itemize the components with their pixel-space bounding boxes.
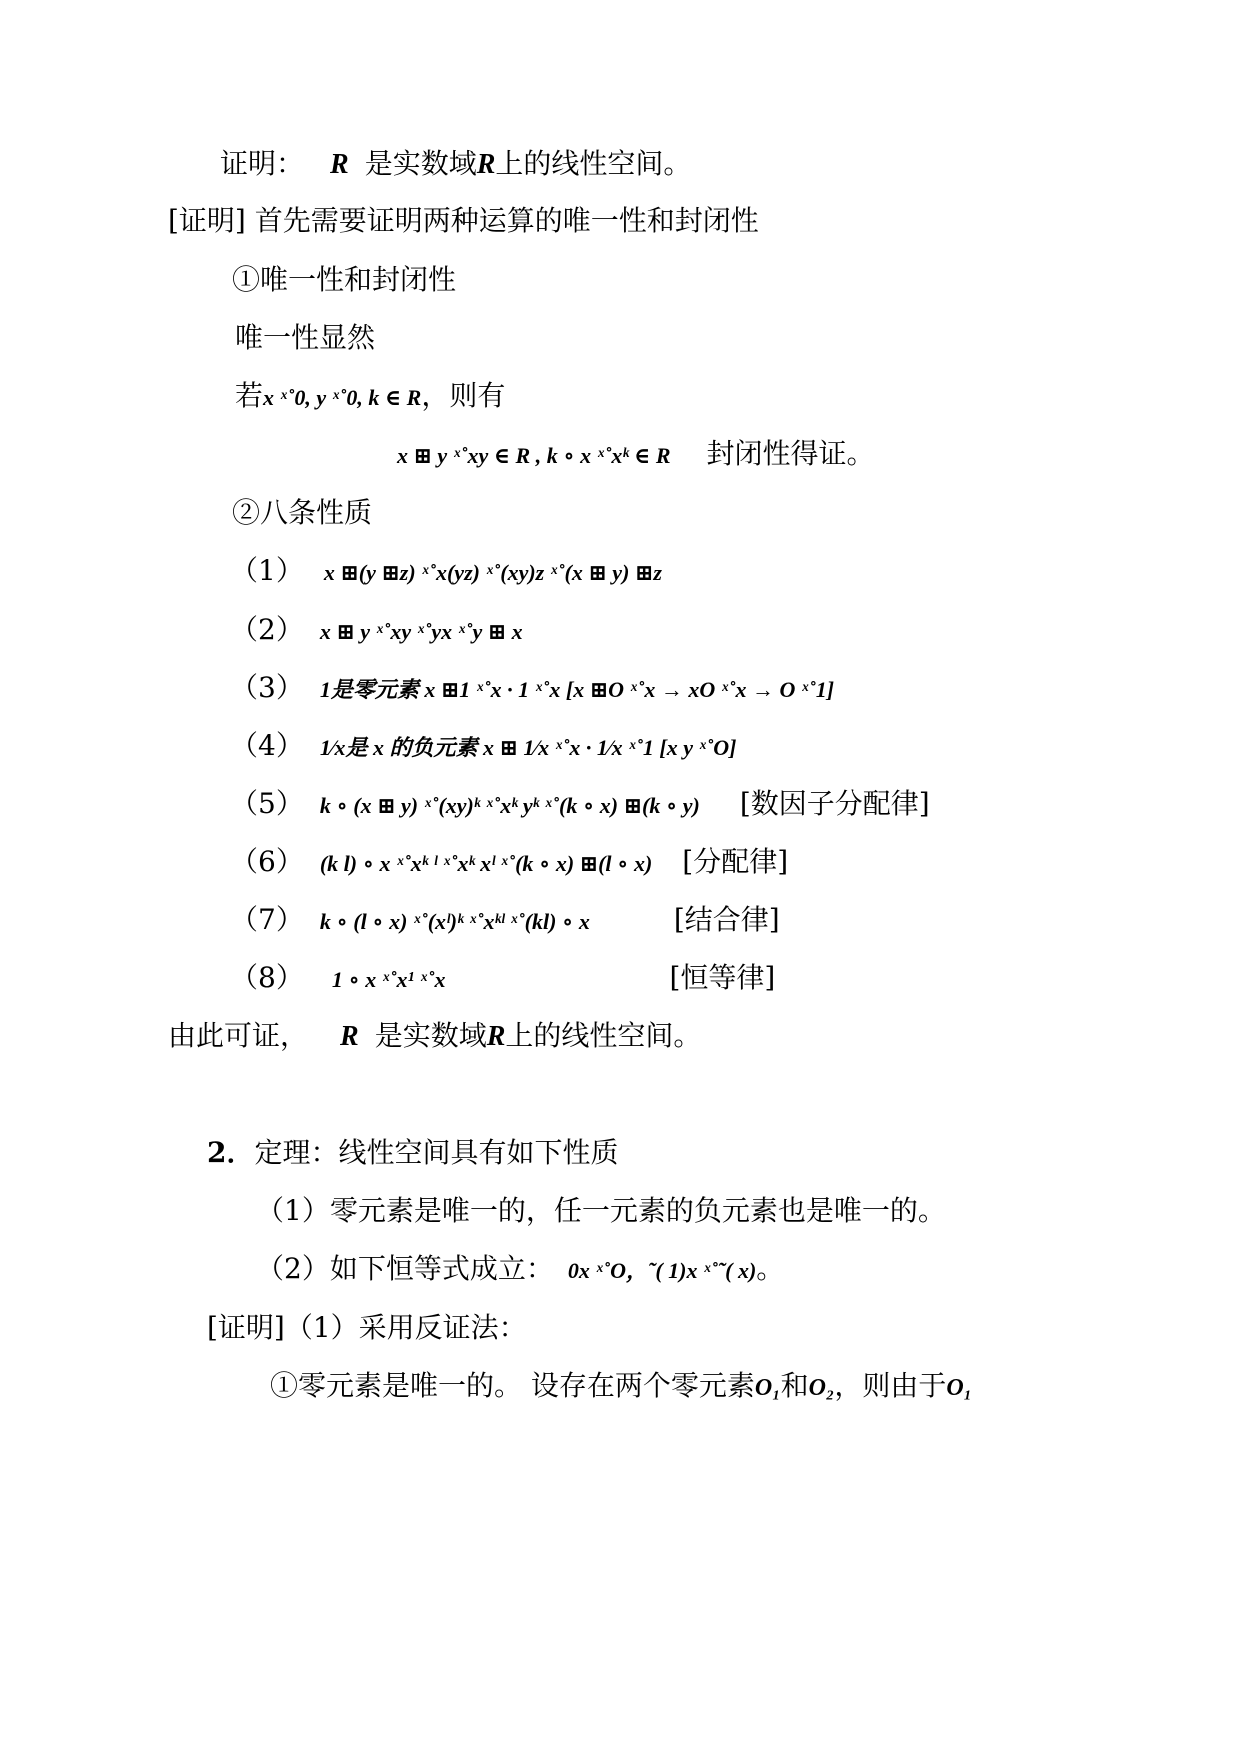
theorem-identity-math: 0x ˣ˚O，˜( 1)x ˣ˚˜( x) <box>567 1258 757 1283</box>
proof2-text: ①零元素是唯一的。 设存在两个零元素 <box>270 1369 755 1402</box>
property-note: [分配律] <box>682 845 789 878</box>
theorem-property-2 <box>256 1251 784 1289</box>
closure-text: 封闭性得证。 <box>706 437 875 470</box>
theorem-title: 定理：线性空间具有如下性质 <box>254 1136 619 1169</box>
property-note: [数因子分配律] <box>739 787 930 820</box>
theorem-number: 2． <box>207 1136 255 1169</box>
property-formula: (k l) ∘ x ˣ˚xᵏ ˡ ˣ˚xᵏ xˡ ˣ˚(k ∘ x) ⊞(l ∘ x) <box>319 851 653 876</box>
condition-prefix: 若 <box>235 379 264 412</box>
property-7 <box>230 902 780 940</box>
property-formula: 1是零元素 x ⊞1 ˣ˚x · 1 ˣ˚x [x ⊞O ˣ˚x → xO ˣ˚x → O ˣ˚1] <box>319 677 835 702</box>
uniqueness-line: 唯一性显然 <box>235 321 376 354</box>
theorem-title-line <box>207 1135 619 1171</box>
property-formula: x ⊞(y ⊞z) ˣ˚x(yz) ˣ˚(xy)z ˣ˚(x ⊞ y) ⊞z <box>323 560 662 585</box>
theorem-property-1: （1）零元素是唯一的，任一元素的负元素也是唯一的。 <box>256 1194 946 1227</box>
property-6 <box>230 844 788 882</box>
section1-title: ①唯一性和封闭性 <box>232 263 457 296</box>
zero-element-1: O₁ <box>754 1375 781 1401</box>
condition-suffix: ，则有 <box>421 379 506 412</box>
proof2-then: ，则由于 <box>834 1369 947 1402</box>
property-formula: k ∘ (l ∘ x) ˣ˚(xˡ)ᵏ ˣ˚xᵏˡ ˣ˚(kl) ∘ x <box>319 909 590 934</box>
property-number: （4） <box>230 729 304 762</box>
property-number: （1） <box>230 554 304 587</box>
property-formula: k ∘ (x ⊞ y) ˣ˚(xy)ᵏ ˣ˚xᵏ yᵏ ˣ˚(k ∘ x) ⊞(k ∘ y) <box>319 793 700 818</box>
property-formula: 1⁄x是 x 的负元素 x ⊞ 1⁄x ˣ˚x · 1⁄x ˣ˚1 [x y ˣ˚O] <box>319 735 737 760</box>
conclusion-text-c: 上的线性空间。 <box>505 1019 702 1052</box>
conclusion-text-a: 由此可证， <box>168 1019 309 1052</box>
zero-element-1-ref: O₁ <box>946 1375 973 1401</box>
proof2-label: [证明]（1）采用反证法： <box>207 1311 527 1344</box>
conclusion-set-symbol: R <box>340 1021 359 1052</box>
claim-set-symbol: R <box>330 149 349 180</box>
property-number: （6） <box>230 845 304 878</box>
closure-math: x ⊞ y ˣ˚xy ∈ R , k ∘ x ˣ˚xᵏ ∈ R <box>397 443 671 468</box>
property-number: （3） <box>230 671 304 704</box>
property-note: [结合律] <box>673 903 780 936</box>
claim-label: 证明： <box>220 147 305 180</box>
property-3 <box>230 670 834 708</box>
property-8 <box>230 960 775 998</box>
theorem-property-2-end: 。 <box>756 1252 785 1285</box>
claim-field-symbol: R <box>476 149 496 180</box>
section2-title: ②八条性质 <box>232 496 373 529</box>
conclusion-text-b: 是实数域 <box>374 1019 487 1052</box>
claim-text-b: 上的线性空间。 <box>495 147 692 180</box>
proof-intro: [证明] 首先需要证明两种运算的唯一性和封闭性 <box>168 204 759 237</box>
claim-text-a: 是实数域 <box>364 147 477 180</box>
property-note: [恒等律] <box>669 961 776 994</box>
condition-math: x ˣ˚0, y ˣ˚0, k ∈ R <box>263 385 422 410</box>
claim-line <box>220 146 691 183</box>
closure-line <box>397 436 875 474</box>
property-formula: 1 ∘ x ˣ˚x¹ ˣ˚x <box>331 967 446 992</box>
property-5 <box>230 786 930 824</box>
property-number: （7） <box>230 903 304 936</box>
proof2-line <box>270 1368 972 1406</box>
property-number: （5） <box>230 787 304 820</box>
proof2-and: 和 <box>780 1369 809 1402</box>
conclusion-field-symbol: R <box>486 1021 506 1052</box>
property-1 <box>230 553 662 591</box>
property-2 <box>230 612 523 650</box>
zero-element-2: O₂ <box>808 1375 835 1401</box>
condition-line <box>235 378 505 416</box>
theorem-property-2-text: （2）如下恒等式成立： <box>256 1252 554 1285</box>
property-4 <box>230 728 737 766</box>
conclusion-line <box>168 1018 701 1055</box>
property-number: （8） <box>230 961 304 994</box>
property-formula: x ⊞ y ˣ˚xy ˣ˚yx ˣ˚y ⊞ x <box>319 619 523 644</box>
property-number: （2） <box>230 613 304 646</box>
